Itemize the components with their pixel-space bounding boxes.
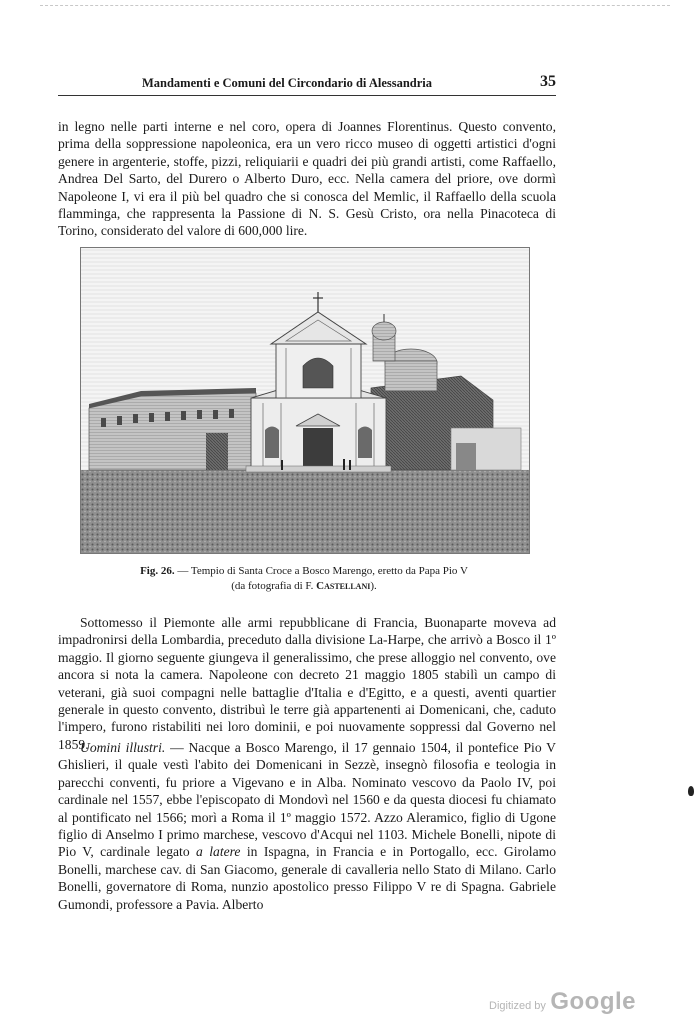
church-engraving [80,247,530,554]
figure-caption-text: — Tempio di Santa Croce a Bosco Marengo, eretto da Papa Pio V [174,565,468,577]
page-number: 35 [540,73,556,90]
paragraph-3 [58,739,556,913]
paragraph-1: in legno nelle parti interne e nel coro, opera di Joannes Florentinus. Questo convento, prima della soppressione napoleonica, era un vero ricco museo di oggetti artistici d'ogni genere in argenterie, stoffe, pizzi, reliquiarii e quadri dei più grandi artisti, come Raffaello, Andrea Del Sarto, del Durero o Alberto Duro, ecc. Nella camera del priore, ove dormì Napoleone I, vi era il più bel quadro che si conosca del Memlic, il Raffaello della scuola flamminga, che rappresenta la Passione di N. S. Gesù Cristo, ora nella Pinacoteca di Torino, considerato del valore di 600,000 lire. [58,119,556,239]
header-title: Mandamenti e Comuni del Circondario di Alessandria [141,76,433,90]
section-heading-uomini-illustri: Uomini illustri. [80,740,166,755]
scan-edge-line [40,5,670,6]
figure-credit-suffix: ). [370,580,377,592]
figure-label: Fig. 26. [140,565,175,577]
figure-caption [80,564,528,594]
paragraph-3-text: — Nacque a Bosco Marengo, il 17 gennaio 1504, il pontefice Pio V Ghislieri, il quale vestì l'abito dei Domenicani in Sezzè, insegnò filosofia e teologia in parecchi conventi, fu priore a Vigevano e in Alba. Nominato vescovo da Paolo IV, poi cardinale nel 1557, ebbe l'episcopato di Mondovì nel 1560 e da questa diocesi fu chiamato al pontificato nel 1566; morì a Roma il 1º maggio 1572. Azzo Aleramico, figlio di Ugone figlio di Anselmo I primo marchese, vescovo d'Acqui nel 1103. Michele Bonelli, nipote di Pio V, cardinale legato [58,740,557,860]
watermark-prefix: Digitized by [489,1000,546,1012]
digitized-watermark [489,988,636,1016]
figure-credit-author: Castellani [316,580,371,592]
margin-ink-mark [688,786,694,796]
header-rule [58,95,556,96]
paragraph-3-text-end: in Ispagna, in Francia e in Portogallo, ecc. Girolamo Bonelli, marchese cav. di San Giacomo, generale di cavalleria nello Stato di Milano. Carlo Bonelli, governatore di Roma, nunzio apostolico presso Filippo V re di Spagna. Gabriele Gumondi, professore a Pavia. Alberto [58,844,556,912]
church-illustration [81,248,529,553]
figure-credit-prefix: (da fotografia di F. [231,580,317,592]
watermark-brand: Google [550,988,636,1015]
latin-phrase: a latere [196,844,241,860]
paragraph-2: Sottomesso il Piemonte alle armi repubblicane di Francia, Buonaparte moveva ad impadronirsi della Lombardia, preceduto dalla divisione La-Harpe, che arrivò a Bosco il 1º maggio. Il giorno seguente giungeva il generalissimo, che prese alloggio nel convento, ove ancora si nota la camera. Napoleone con decreto 21 maggio 1805 stabilì un campo di veterani, già suoi compagni nelle battaglie d'Italia e d'Egitto, e a questi, aventi quartier generale in questo convento, distribuì le terre già appartenenti ai Domenicani, che, caduto l'impero, furono ristabiliti nei loro dominii, e poi nuovamente soppressi dal Governo nel 1859. [58,615,556,752]
